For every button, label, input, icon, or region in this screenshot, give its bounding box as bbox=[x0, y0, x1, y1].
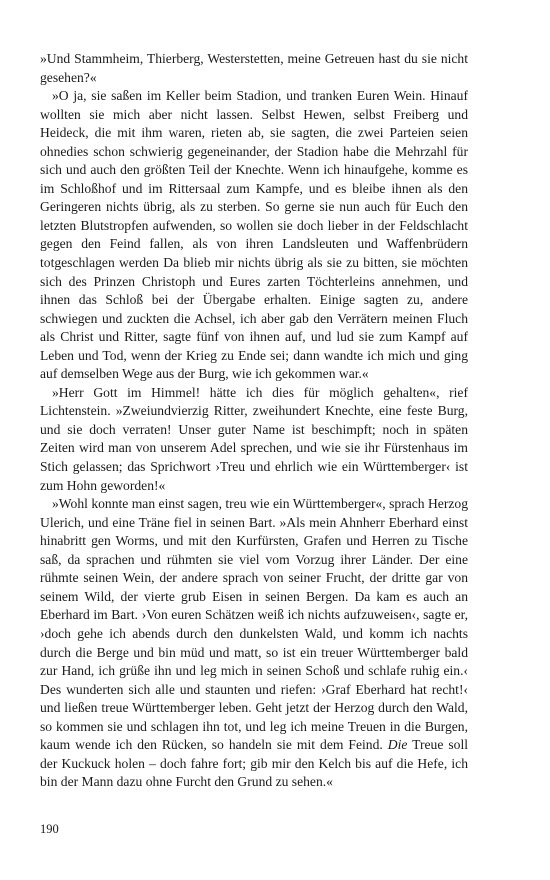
italic-word: Die bbox=[387, 737, 408, 753]
paragraph-4 bbox=[40, 495, 468, 792]
page-number: 190 bbox=[40, 822, 59, 836]
paragraph-3: »Herr Gott im Himmel! hätte ich dies für möglich gehalten«, rief Lichtenstein. »Zweiundvierzig Ritter, zweihundert Knechte, eine feste Burg, und sie doch verraten! Unser guter Name ist beschimpft; noch in späten Zeiten wird man von unserem Adel sprechen, und wie sie ihr Fürstenhaus im Stich gelassen; das Sprichwort ›Treu und ehrlich wie ein Württemberger‹ ist zum Hohn geworden!« bbox=[40, 384, 468, 493]
body-text bbox=[40, 50, 468, 792]
paragraph-1: »Und Stammheim, Thierberg, Westerstetten, meine Getreuen hast du sie nicht gesehen?« bbox=[40, 51, 468, 85]
paragraph-4-text: »Wohl konnte man einst sagen, treu wie ein Württemberger«, sprach Herzog Ulerich, und eine Träne fiel in seinen Bart. »Als mein Ahnherr Eberhard einst hinabritt gen Worms, und mit den Kurfürsten, Grafen und Herren zu Tische saß, da sprachen und rühmten sie viel vom Vorzug ihrer Länder. Der eine rühmte seinen Wein, der andere sprach von seiner Frucht, der dritte gar von seinem Wild, der vierte grub Eisen in seinen Bergen. Da kam es auch an Eberhard im Bart. ›Von euren Schätzen weiß ich nichts aufzuweisen‹, sagte er, ›doch gehe ich abends durch den dunkelsten Wald, und komm ich nachts durch die Berge und bin müd und matt, so ist ein treuer Württemberger bald zur Hand, ich grüße ihn und leg mich in seinen Schoß und schlafe ruhig ein.‹ Des wunderten sich alle und staunten und riefen: ›Graf Eberhard hat recht!‹ und ließen treue Württemberger leben. Geht jetzt der Herzog durch den Wald, so kommen sie und schlagen ihn tot, und leg ich meine Treuen in die Burgen, kaum wende ich den Rücken, so handeln sie mit dem Feind. bbox=[40, 496, 468, 753]
paragraph-4-end: Treue soll der Kuckuck holen – doch fahre fort; gib mir den Kelch bis auf die Hefe, ich bin der Mann dazu ohne Furcht den Grund zu sehen.« bbox=[40, 737, 468, 790]
paragraph-2: »O ja, sie saßen im Keller beim Stadion, und tranken Euren Wein. Hinauf wollten sie mich aber nicht lassen. Selbst Hewen, selbst Freiberg und Heideck, die mit ihm waren, rieten ab, sie sagten, die zwei Parteien seien ohnedies schon schwierig gegeneinander, der Stadion habe die Mehrzahl für sich und auch den größten Teil der Knechte. Wenn ich hinaufgehe, komme es im Schloßhof und im Rittersaal zum Kampfe, und es bleibe ihnen als den Geringeren nichts übrig, als zu sterben. So gerne sie nun auch für Euch den letzten Blutstropfen aufwenden, so wollen sie doch lieber in der Feldschlacht gegen den Feind fallen, als von ihren Landsleuten und Waffenbrüdern totgeschlagen werden Da blieb mir nichts übrig als sie zu bitten, sie möchten sich des Prinzen Christoph und Eures zarten Töchterleins annehmen, und ihnen das Schloß bei der Übergabe erhalten. Einige sagten zu, andere schwiegen und zuckten die Achsel, ich aber gab den Verrätern meinen Fluch als Christ und Ritter, sagte fünf von ihnen auf, und lud sie zum Kampf auf Leben und Tod, wenn der Krieg zu Ende sei; dann wandte ich mich und ging auf demselben Wege aus der Burg, wie ich gekommen war.« bbox=[40, 88, 468, 382]
